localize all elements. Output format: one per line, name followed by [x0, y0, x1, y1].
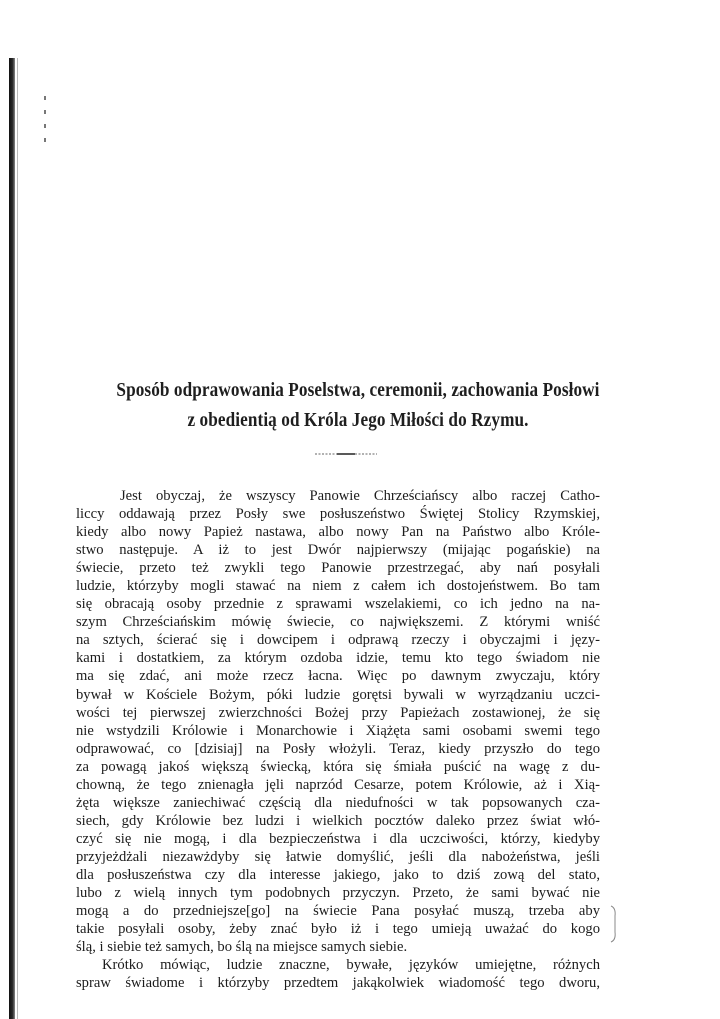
body-line: bywał w Kościele Bożym, póki ludzie gorętsi bywali w wyrządzaniu uczci-: [76, 686, 600, 703]
body-line: ma się zdać, ani może rzecz łacna. Więc po dawnym zwyczaju, który: [76, 668, 600, 685]
chapter-title-line-2: z obedientią od Króla Jego Miłości do Rzymu.: [187, 409, 529, 431]
body-line: stwo następuje. A iż to jest Dwór najpierwszy (mijając pogańskie) na: [76, 542, 600, 559]
body-line: świecie, przeto też zwykli tego Panowie przestrzegać, aby nań posyłali: [76, 560, 600, 577]
body-line: na sztych, ścierać się i dowcipem i odprawą rzeczy i obyczajmi i języ-: [76, 632, 600, 649]
body-line: szym Chrześciańskim mówię świecie, co największemi. Z którymi wniść: [76, 614, 600, 631]
body-line: mogą a do przedniejsze[go] na świecie Pana posyłać muszą, trzeba aby: [76, 903, 600, 920]
body-line: żęta większe zaniechiwać częścią dla niedufności w tak popsowanych cza-: [76, 794, 600, 811]
margin-bracket-mark: [610, 904, 618, 944]
body-line: nie wstydzili Królowie i Monarchowie i Xiążęta sami osobami swemi tego: [76, 722, 600, 739]
scan-binding-edge: [9, 58, 15, 1019]
body-line: dla posłuszeństwa czy dla interesse jakiego, jako to dziś zową del stato,: [76, 866, 600, 883]
body-line: ślą, i siebie też samych, bo ślą na miejsce samych siebie.: [76, 939, 408, 956]
body-line: ludzie, którzyby mogli stawać na niem z całem ich dostojeństwem. Bo tam: [76, 578, 600, 595]
margin-marks: [44, 96, 46, 144]
body-line: liccy oddawają przez Posły swe posłuszeństwo Świętej Stolicy Rzymskiej,: [76, 506, 600, 523]
body-line: Krótko mówiąc, ludzie znaczne, bywałe, języków umiejętne, różnych: [102, 957, 600, 974]
body-line: kiedy albo nowy Papież nastawa, albo nowy Pan na Państwo albo Króle-: [76, 524, 600, 541]
chapter-title: [102, 375, 615, 435]
body-line: czyć się nie mogą, i dla bezpieczeństwa i dla uczciwości, którzy, kiedyby: [76, 830, 600, 847]
body-line: odprawować, co [dzisiaj] na Posły włożyli. Teraz, kiedy przyszło do tego: [76, 740, 600, 757]
body-line: takie posyłali osoby, żeby znać było iż i tego umieją uważać do kogo: [76, 921, 600, 938]
body-line: się obracają osoby przednie z sprawami wszelakiemi, co ich jedno na na-: [76, 596, 600, 613]
title-ornament-rule: [315, 452, 377, 456]
body-line: za powagą jakoś większą świecką, która się śmiała puścić na wagę z du-: [76, 758, 600, 775]
body-text: [76, 487, 600, 992]
scan-binding-shadow: [17, 58, 18, 1019]
body-line: wości tej pierwszej zwierzchności Bożej przy Papieżach zostawionej, że się: [76, 704, 600, 721]
body-line: lubo z wielą innych tym podobnych przyczyn. Przeto, że sami bywać nie: [76, 885, 600, 902]
body-line: przyjeżdżali niezawżdyby się łatwie domyślić, jeśli dla nabożeństwa, jeśli: [76, 848, 600, 865]
body-line: spraw świadome i którzyby przedtem jakąkolwiek wiadomość tego dworu,: [76, 975, 600, 992]
body-line: kami i dostatkiem, za którym ozdoba idzie, temu kto tego świadom nie: [76, 650, 600, 667]
body-line: chowną, że tego znienagła jęli naprzód Cesarze, potem Królowie, aż i Xią-: [76, 776, 600, 793]
chapter-title-line-1: Sposób odprawowania Poselstwa, ceremonii, zachowania Posłowi: [116, 379, 600, 401]
body-line: Jest obyczaj, że wszyscy Panowie Chrześciańscy albo raczej Catho-: [120, 488, 600, 504]
body-line: siech, gdy Królowie bez ludzi i wielkich pocztów daleko przez świat włó-: [76, 812, 600, 829]
